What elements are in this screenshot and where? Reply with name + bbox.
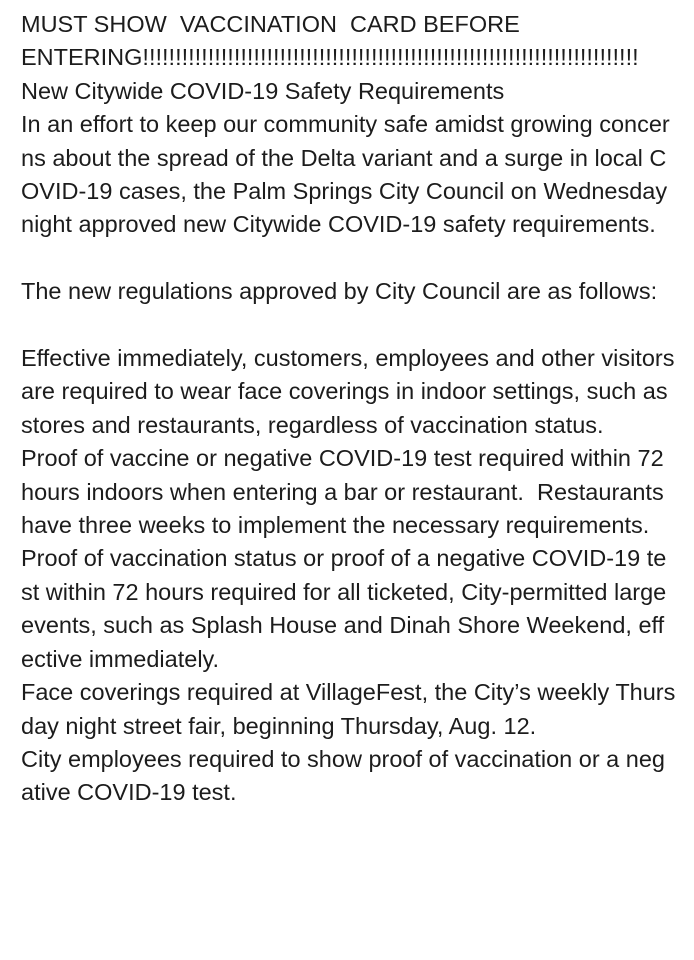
regulations-intro: The new regulations approved by City Council are as follows: [21,278,658,305]
post-title: New Citywide COVID-19 Safety Requirements [21,77,505,104]
paragraph-spacer [21,309,676,342]
regulation-item: Face coverings required at VillageFest, the City’s weekly Thursday night street fair, beginning Thursday, Aug. 12. [21,679,676,739]
paragraph-spacer [21,242,676,275]
regulation-item: Effective immediately, customers, employees and other visitors are required to wear face coverings in indoor settings, such as stores and restaurants, regardless of vaccination status. [21,345,682,438]
regulation-item: City employees required to show proof of vaccination or a negative COVID-19 test. [21,745,665,806]
regulation-item: Proof of vaccination status or proof of a negative COVID-19 test within 72 hours required for all ticketed, City-permitted large events, such as Splash House and Dinah Shore Weekend, effective immediately. [21,545,673,672]
headline-line-2: ENTERING!!!!!!!!!!!!!!!!!!!!!!!!!!!!!!!!!!!!!!!!!!!!!!!!!!!!!!!!!!!!!!!!!!!!!!!!!!!! [21,44,639,71]
regulation-item: Proof of vaccine or negative COVID-19 test required within 72 hours indoors when entering a bar or restaurant. Restaurants have three weeks to implement the necessary requirements. [21,445,671,539]
intro-paragraph: In an effort to keep our community safe amidst growing concerns about the spread of the Delta variant and a surge in local COVID-19 cases, the Palm Springs City Council on Wednesday night approved new Citywide COVID-19 safety requirements. [21,111,674,238]
headline-line-1: MUST SHOW VACCINATION CARD BEFORE [21,11,520,37]
